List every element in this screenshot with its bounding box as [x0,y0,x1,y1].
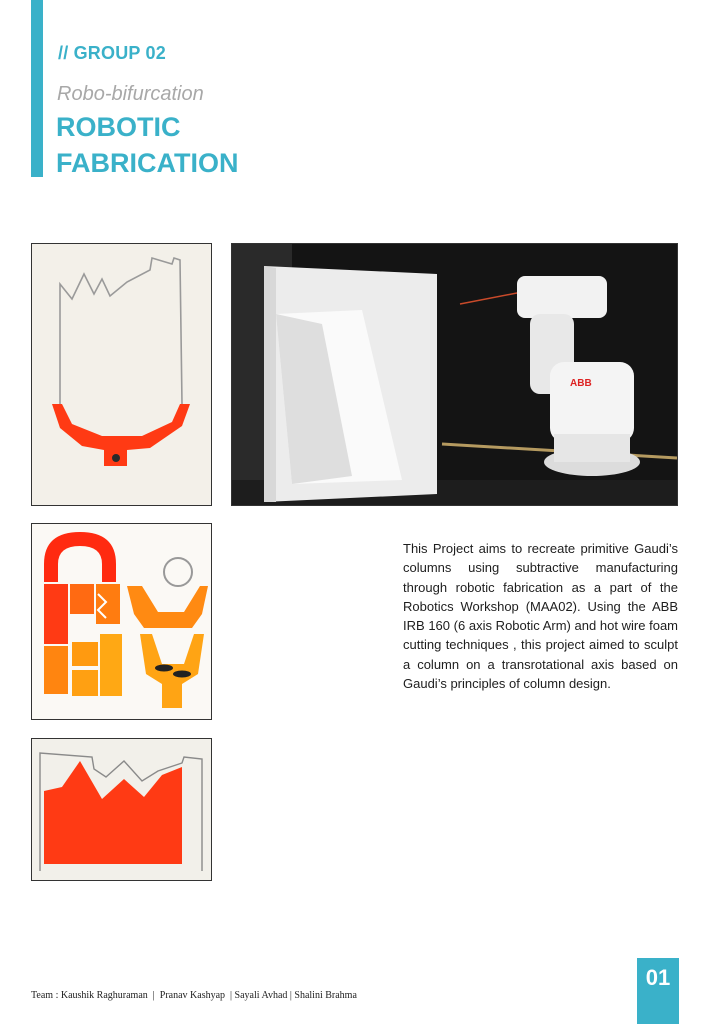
project-subtitle: Robo-bifurcation [57,83,204,105]
robot-arm-photo [231,243,678,506]
accent-bar [31,0,43,177]
acrylic-parts-photo [31,523,212,720]
team-credits: Team : Kaushik Raghuraman | Pranav Kashyap | Sayali Avhad | Shalini Brahma [31,990,357,1001]
page-title: ROBOTIC FABRICATION [56,112,239,178]
cut-profile-photo [31,738,212,881]
page-number: 01 [637,958,679,1024]
project-description: This Project aims to recreate primitive Gaudi’s columns using subtractive manufacturing through robotic fabrication as a part of the Robotics Workshop (MAA02). Using the ABB IRB 160 (6 axis Robotic Arm) and hot wire foam cutting techniques , this project aimed to sculpt a column on a transrotational axis based on Gaudi’s principles of column design. [403,541,678,692]
group-label: // GROUP 02 [58,43,166,63]
abb-logo: ABB [570,378,592,389]
hot-wire-tool-photo [31,243,212,506]
